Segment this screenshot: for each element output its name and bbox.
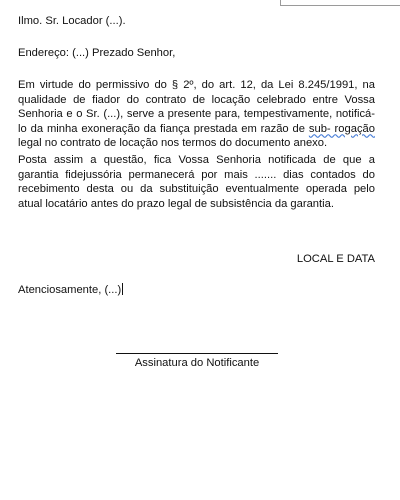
paragraph-exoneration	[18, 78, 375, 151]
place-and-date: LOCAL E DATA	[296, 253, 375, 265]
text-cursor	[122, 283, 123, 295]
closing-text: Atenciosamente, (...)	[18, 284, 122, 296]
paragraph-exoneration-text-start: Em virtude do permissivo do § 2º, do art. 12, da Lei 8.245/1991, na qualidade de fiador do contrato de locação celebrado entre Vossa Senhoria e o Sr. (...), serve a presente para, tempestivamente, notificá-lo da minha exoneração da fiança prestada em razão de	[18, 79, 375, 135]
address-line: Endereço: (...) Prezado Senhor,	[18, 47, 176, 59]
signature-line	[116, 353, 278, 354]
header-tab	[280, 0, 400, 6]
header-tab-text	[281, 0, 400, 2]
paragraph-guarantee: Posta assim a questão, fica Vossa Senhoria notificada de que a garantia fidejussória permanecerá por mais ....... dias contados do recebimento desta ou da substituição eventualmente operada pelo atual locatário antes do prazo legal de subsistência da garantia.	[18, 154, 375, 210]
salutation-line: Ilmo. Sr. Locador (...).	[18, 15, 126, 27]
paragraph-exoneration-text-end: legal no contrato de locação nos termos do documento anexo.	[18, 137, 328, 149]
spellcheck-flagged-word[interactable]: sub- rogação	[308, 122, 375, 135]
closing-line	[18, 283, 123, 297]
signature-label: Assinatura do Notificante	[134, 357, 260, 369]
